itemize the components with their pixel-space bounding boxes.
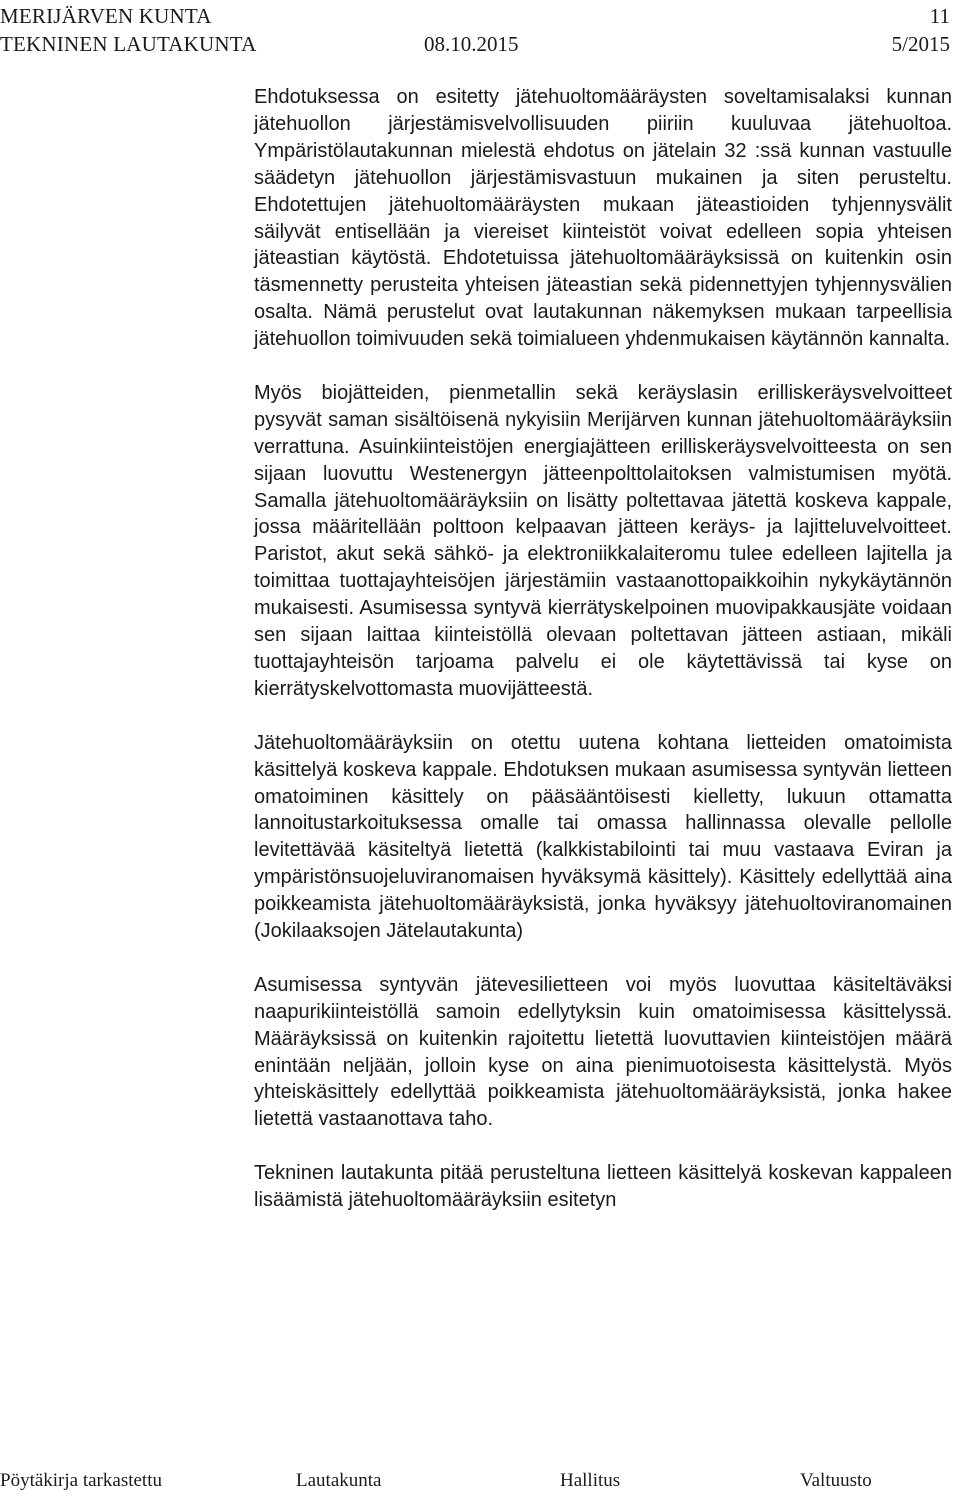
footer-government-label: Hallitus (560, 1470, 621, 1491)
paragraph: Myös biojätteiden, pienmetallin sekä keräyslasin erilliskeräysvelvoitteet pysyvät saman sisältöisenä nykyisiin Merijärven kunnan jätehuoltomääräyksiin verrattuna. Asuinkiinteistöjen energiajätteen erilliskeräysvelvoitteesta on sen sijaan luovuttu Westenergyn jätteenpolttolaitoksen valmistumisen myötä. Samalla jätehuoltomääräyksiin on lisätty poltettavaa jätettä koskeva kappale, jossa määritellään polttoon kelpaavan jätteen keräys- ja lajitteluvelvoitteet. Paristot, akut sekä sähkö- ja elektroniikkalaiteromu tulee edelleen lajitella ja toimittaa tuottajayhteisöjen järjestämiin vastaanottopaikkoihin nykykäytännön mukaisesti. Asumisessa syntyvä kierrätyskelpoinen muovipakkausjäte voidaan sen sijaan laittaa kiinteistöllä olevaan poltettavan jätteen astiaan, mikäli tuottajayhteisön tarjoama palvelu ei ole käytettävissä tai kyse on kierrätyskelvottomasta muovijätteestä. (254, 381, 952, 700)
document-body (254, 84, 952, 1214)
board-name: TEKNINEN LAUTAKUNTA (0, 32, 257, 56)
page-header (0, 0, 960, 62)
page-number: 11 (929, 4, 950, 28)
page-footer (0, 1468, 960, 1496)
organization-name: MERIJÄRVEN KUNTA (0, 4, 212, 28)
footer-council-label: Valtuusto (800, 1470, 872, 1491)
footer-board-label: Lautakunta (296, 1470, 382, 1491)
paragraph: Tekninen lautakunta pitää perusteltuna lietteen käsittelyä koskevan kappaleen lisäämistä jätehuoltomääräyksiin esitetyn (254, 1162, 952, 1212)
paragraph: Ehdotuksessa on esitetty jätehuoltomääräysten soveltamisalaksi kunnan jätehuollon järjestämisvelvollisuuden piiriin kuuluvaa jätehuoltoa. Ympäristölautakunnan mielestä ehdotus on jätelain 32 :ssä kunnan vastuulle säädetyn jätehuollon järjestämisvastuun mukainen ja siten perusteltu. Ehdotettujen jätehuoltomääräysten mukaan jäteastioiden tyhjennysvälit säilyvät entisellään ja viereiset kiinteistöt voivat edelleen sopia yhteisen jäteastian käytöstä. Ehdotetuissa jätehuoltomääräyksissä on kuitenkin osin täsmennetty perusteita yhteisen jäteastian sekä pidennettyjen tyhjennysvälien osalta. Nämä perustelut ovat lautakunnan näkemyksen mukaan tarpeellisia jätehuollon toimivuuden sekä toimialueen yhdenmukaisen käytännön kannalta. (254, 86, 952, 351)
paragraph: Asumisessa syntyvän jätevesilietteen voi myös luovuttaa käsiteltäväksi naapurikiinteistöllä samoin edellytyksin kuin omatoimisessa käsittelyssä. Määräyksissä on kuitenkin rajoitettu lietettä luovuttavien kiinteistöjen määrä enintään neljään, jolloin kyse on aina pienimuotoisesta käsittelystä. Myös yhteiskäsittely edellyttää poikkeamista jätehuoltomääräyksistä, jonka hakee lietettä vastaanottava taho. (254, 973, 952, 1131)
paragraph: Jätehuoltomääräyksiin on otettu uutena kohtana lietteiden omatoimista käsittelyä koskeva kappale. Ehdotuksen mukaan asumisessa syntyvän lietteen omatoiminen käsittely on pääsääntöisesti kielletty, lukuun ottamatta lannoitustarkoituksessa omalle tai omassa hallinnassa olevalle pellolle levitettävää käsiteltyä lietettä (kalkkistabilointi tai muu vastaava Eviran ja ympäristönsuojeluviranomaisen hyväksymä käsittely). Käsittely edellyttää aina poikkeamista jätehuoltomääräyksistä, jonka hyväksyy jätehuoltoviranomainen (Jokilaaksojen Jätelautakunta) (254, 731, 952, 943)
meeting-date: 08.10.2015 (424, 32, 519, 56)
section-reference: 5/2015 (891, 32, 950, 56)
footer-reviewed-label: Pöytäkirja tarkastettu (0, 1470, 162, 1491)
